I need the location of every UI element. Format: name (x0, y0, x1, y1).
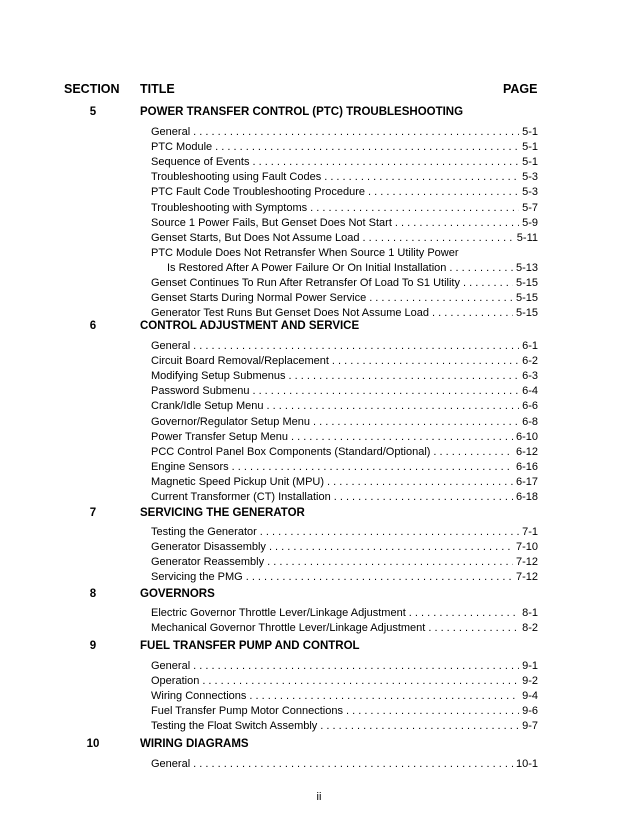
dot-leader (428, 621, 519, 636)
toc-entry-page: 7-1 (522, 526, 538, 539)
section-entry-list (151, 525, 538, 585)
toc-entry[interactable] (151, 460, 538, 475)
section-number: 6 (89, 320, 97, 332)
dot-leader (310, 201, 519, 216)
dot-leader (332, 354, 519, 369)
toc-entry-page: 6-3 (522, 370, 538, 383)
toc-entry-page: 6-18 (515, 491, 538, 504)
toc-entry[interactable] (151, 555, 538, 570)
toc-entry-page: 5-13 (515, 261, 538, 274)
toc-entry-page: 7-12 (515, 571, 538, 584)
dot-leader (433, 445, 513, 460)
toc-entry-title: Genset Continues To Run After Retransfer Of Load To S1 Utility (151, 277, 460, 290)
toc-entry-title: General (151, 758, 191, 771)
dot-leader (313, 415, 519, 430)
toc-entry-title: Wiring Connections (151, 690, 247, 703)
toc-entry-title: Electric Governor Throttle Lever/Linkage Adjustment (151, 607, 406, 620)
toc-entry[interactable] (151, 125, 538, 140)
toc-entry-page: 6-6 (522, 400, 538, 413)
toc-entry[interactable] (151, 276, 538, 291)
toc-entry-title: Governor/Regulator Setup Menu (151, 415, 310, 428)
toc-entry-page: 5-1 (522, 156, 538, 169)
dot-leader (202, 674, 519, 689)
section-entry-list (151, 659, 538, 734)
toc-entry-title: Password Submenu (151, 385, 250, 398)
section-entry-list (151, 757, 538, 772)
toc-entry-page: 6-2 (522, 355, 538, 368)
dot-leader (232, 460, 513, 475)
toc-entry[interactable] (151, 216, 538, 231)
dot-leader (249, 689, 519, 704)
toc-entry[interactable] (151, 689, 538, 704)
dot-leader (363, 231, 514, 246)
toc-entry-page: 8-1 (522, 607, 538, 620)
page-column-header: PAGE (503, 82, 538, 96)
toc-entry-page: 6-8 (522, 415, 538, 428)
toc-entry[interactable] (151, 185, 538, 200)
toc-entry-title: General (151, 660, 191, 673)
toc-entry-page: 9-6 (522, 705, 538, 718)
toc-entry-title: Testing the Generator (151, 526, 257, 539)
toc-entry-page: 8-2 (522, 622, 538, 635)
section-column-header: SECTION (64, 82, 120, 96)
toc-entry-page: 5-15 (515, 277, 538, 290)
toc-entry-title: Genset Starts During Normal Power Service (151, 292, 367, 305)
toc-entry[interactable] (151, 291, 538, 306)
title-column-header: TITLE (140, 82, 175, 96)
toc-entry-page: 9-1 (522, 660, 538, 673)
dot-leader (193, 125, 519, 140)
dot-leader (346, 704, 519, 719)
dot-leader (320, 719, 519, 734)
toc-entry[interactable] (151, 475, 538, 490)
section-title: POWER TRANSFER CONTROL (PTC) TROUBLESHOOTING (140, 106, 464, 118)
section-entry-list (151, 606, 538, 636)
toc-entry-page: 7-12 (515, 556, 538, 569)
toc-entry[interactable] (151, 231, 538, 246)
toc-entry[interactable] (151, 445, 538, 460)
dot-leader (215, 140, 519, 155)
toc-entry[interactable] (151, 525, 538, 540)
toc-entry-title: Crank/Idle Setup Menu (151, 400, 264, 413)
toc-entry[interactable] (151, 570, 538, 585)
section-number: 7 (89, 507, 97, 519)
toc-entry-title: Generator Test Runs But Genset Does Not Assume Load (151, 307, 430, 320)
section-number: 8 (89, 588, 97, 600)
toc-entry-page: 9-7 (522, 720, 538, 733)
dot-leader (289, 369, 520, 384)
toc-entry[interactable] (151, 606, 538, 621)
toc-entry-title: Generator Reassembly (151, 556, 265, 569)
toc-entry-title: Sequence of Events (151, 156, 250, 169)
toc-entry-page: 6-12 (515, 445, 538, 458)
toc-entry[interactable] (151, 490, 538, 505)
toc-entry-title: Servicing the PMG (151, 571, 243, 584)
toc-entry-page: 6-16 (515, 460, 538, 473)
toc-entry-title: Modifying Setup Submenus (151, 370, 286, 383)
toc-entry[interactable] (151, 200, 538, 215)
toc-entry-title: Troubleshooting using Fault Codes (151, 171, 322, 184)
toc-entry-title: Source 1 Power Fails, But Genset Does Not Start (151, 216, 392, 229)
toc-entry[interactable] (151, 621, 538, 636)
toc-entry-page: 5-15 (515, 307, 538, 320)
section-number: 10 (86, 738, 100, 750)
dot-leader (193, 659, 519, 674)
toc-entry-title: Fuel Transfer Pump Motor Connections (151, 705, 343, 718)
toc-entry-title: PTC Module (151, 141, 213, 154)
toc-entry-title: Power Transfer Setup Menu (151, 430, 288, 443)
toc-entry[interactable] (151, 384, 538, 399)
dot-leader (260, 525, 519, 540)
toc-entry-page: 6-1 (522, 340, 538, 353)
toc-entry-title: Engine Sensors (151, 460, 229, 473)
toc-entry-title: Operation (151, 675, 200, 688)
toc-entry-page: 5-7 (522, 201, 538, 214)
dot-leader (267, 555, 513, 570)
toc-entry[interactable] (151, 540, 538, 555)
toc-entry-title: PCC Control Panel Box Components (Standard/Optional) (151, 445, 431, 458)
toc-entry-page: 5-1 (522, 141, 538, 154)
dot-leader (327, 475, 513, 490)
toc-entry[interactable] (151, 369, 538, 384)
toc-entry-title: General (151, 340, 191, 353)
dot-leader (269, 540, 513, 555)
toc-entry[interactable] (151, 339, 538, 354)
dot-leader (334, 490, 513, 505)
toc-entry-page: 5-9 (522, 216, 538, 229)
page-number: ii (316, 791, 322, 803)
toc-entry-page: 5-1 (522, 126, 538, 139)
toc-entry-page: 6-4 (522, 385, 538, 398)
toc-entry-page: 9-4 (522, 690, 538, 703)
dot-leader (463, 276, 513, 291)
section-title: SERVICING THE GENERATOR (140, 507, 305, 519)
toc-entry-title: Testing the Float Switch Assembly (151, 720, 318, 733)
toc-entry[interactable] (151, 246, 538, 261)
toc-entry-page: 5-3 (522, 171, 538, 184)
toc-entry-page: 9-2 (522, 675, 538, 688)
toc-entry-page: 6-10 (515, 430, 538, 443)
section-entry-list (151, 339, 538, 505)
dot-leader (193, 757, 513, 772)
toc-entry[interactable] (151, 155, 538, 170)
toc-entry-page: 10-1 (515, 758, 538, 771)
toc-entry[interactable] (151, 354, 538, 369)
toc-entry-page: 5-3 (522, 186, 538, 199)
toc-entry[interactable] (151, 757, 538, 772)
toc-entry-title: Mechanical Governor Throttle Lever/Linkage Adjustment (151, 622, 426, 635)
section-number: 9 (89, 640, 97, 652)
toc-entry[interactable] (151, 140, 538, 155)
toc-entry-title: Magnetic Speed Pickup Unit (MPU) (151, 475, 325, 488)
toc-entry-title: Generator Disassembly (151, 541, 266, 554)
dot-leader (267, 399, 520, 414)
dot-leader (432, 306, 513, 321)
dot-leader (252, 384, 519, 399)
dot-leader (252, 155, 519, 170)
dot-leader (449, 261, 513, 276)
toc-entry[interactable] (151, 704, 538, 719)
dot-leader (395, 216, 519, 231)
section-title: CONTROL ADJUSTMENT AND SERVICE (140, 320, 360, 332)
toc-entry-title: Troubleshooting with Symptoms (151, 201, 308, 214)
section-title: GOVERNORS (140, 588, 215, 600)
section-title: FUEL TRANSFER PUMP AND CONTROL (140, 640, 360, 652)
toc-entry[interactable] (151, 306, 538, 321)
toc-entry-page: 7-10 (515, 541, 538, 554)
dot-leader (409, 606, 519, 621)
dot-leader (324, 170, 519, 185)
dot-leader (369, 291, 513, 306)
dot-leader (246, 570, 513, 585)
toc-entry[interactable] (151, 170, 538, 185)
toc-entry-title: Is Restored After A Power Failure Or On Initial Installation (167, 261, 447, 274)
toc-entry-title: General (151, 126, 191, 139)
toc-entry[interactable] (151, 430, 538, 445)
toc-entry[interactable] (151, 719, 538, 734)
dot-leader (193, 339, 519, 354)
toc-entry-title: Genset Starts, But Does Not Assume Load (151, 231, 360, 244)
toc-entry-title: Current Transformer (CT) Installation (151, 491, 331, 504)
toc-entry-page: 5-11 (516, 231, 538, 244)
section-entry-list (151, 125, 538, 321)
toc-entry-title: PTC Fault Code Troubleshooting Procedure (151, 186, 366, 199)
toc-entry-page: 5-15 (515, 292, 538, 305)
dot-leader (368, 185, 519, 200)
dot-leader (291, 430, 513, 445)
toc-entry-title: PTC Module Does Not Retransfer When Source 1 Utility Power (151, 246, 459, 259)
toc-entry[interactable] (151, 414, 538, 429)
section-number: 5 (89, 106, 97, 118)
toc-entry[interactable] (151, 674, 538, 689)
toc-entry[interactable] (151, 399, 538, 414)
toc-entry-page: 6-17 (515, 475, 538, 488)
toc-entry-title: Circuit Board Removal/Replacement (151, 355, 329, 368)
toc-entry[interactable] (151, 261, 538, 276)
toc-entry[interactable] (151, 659, 538, 674)
section-title: WIRING DIAGRAMS (140, 738, 249, 750)
